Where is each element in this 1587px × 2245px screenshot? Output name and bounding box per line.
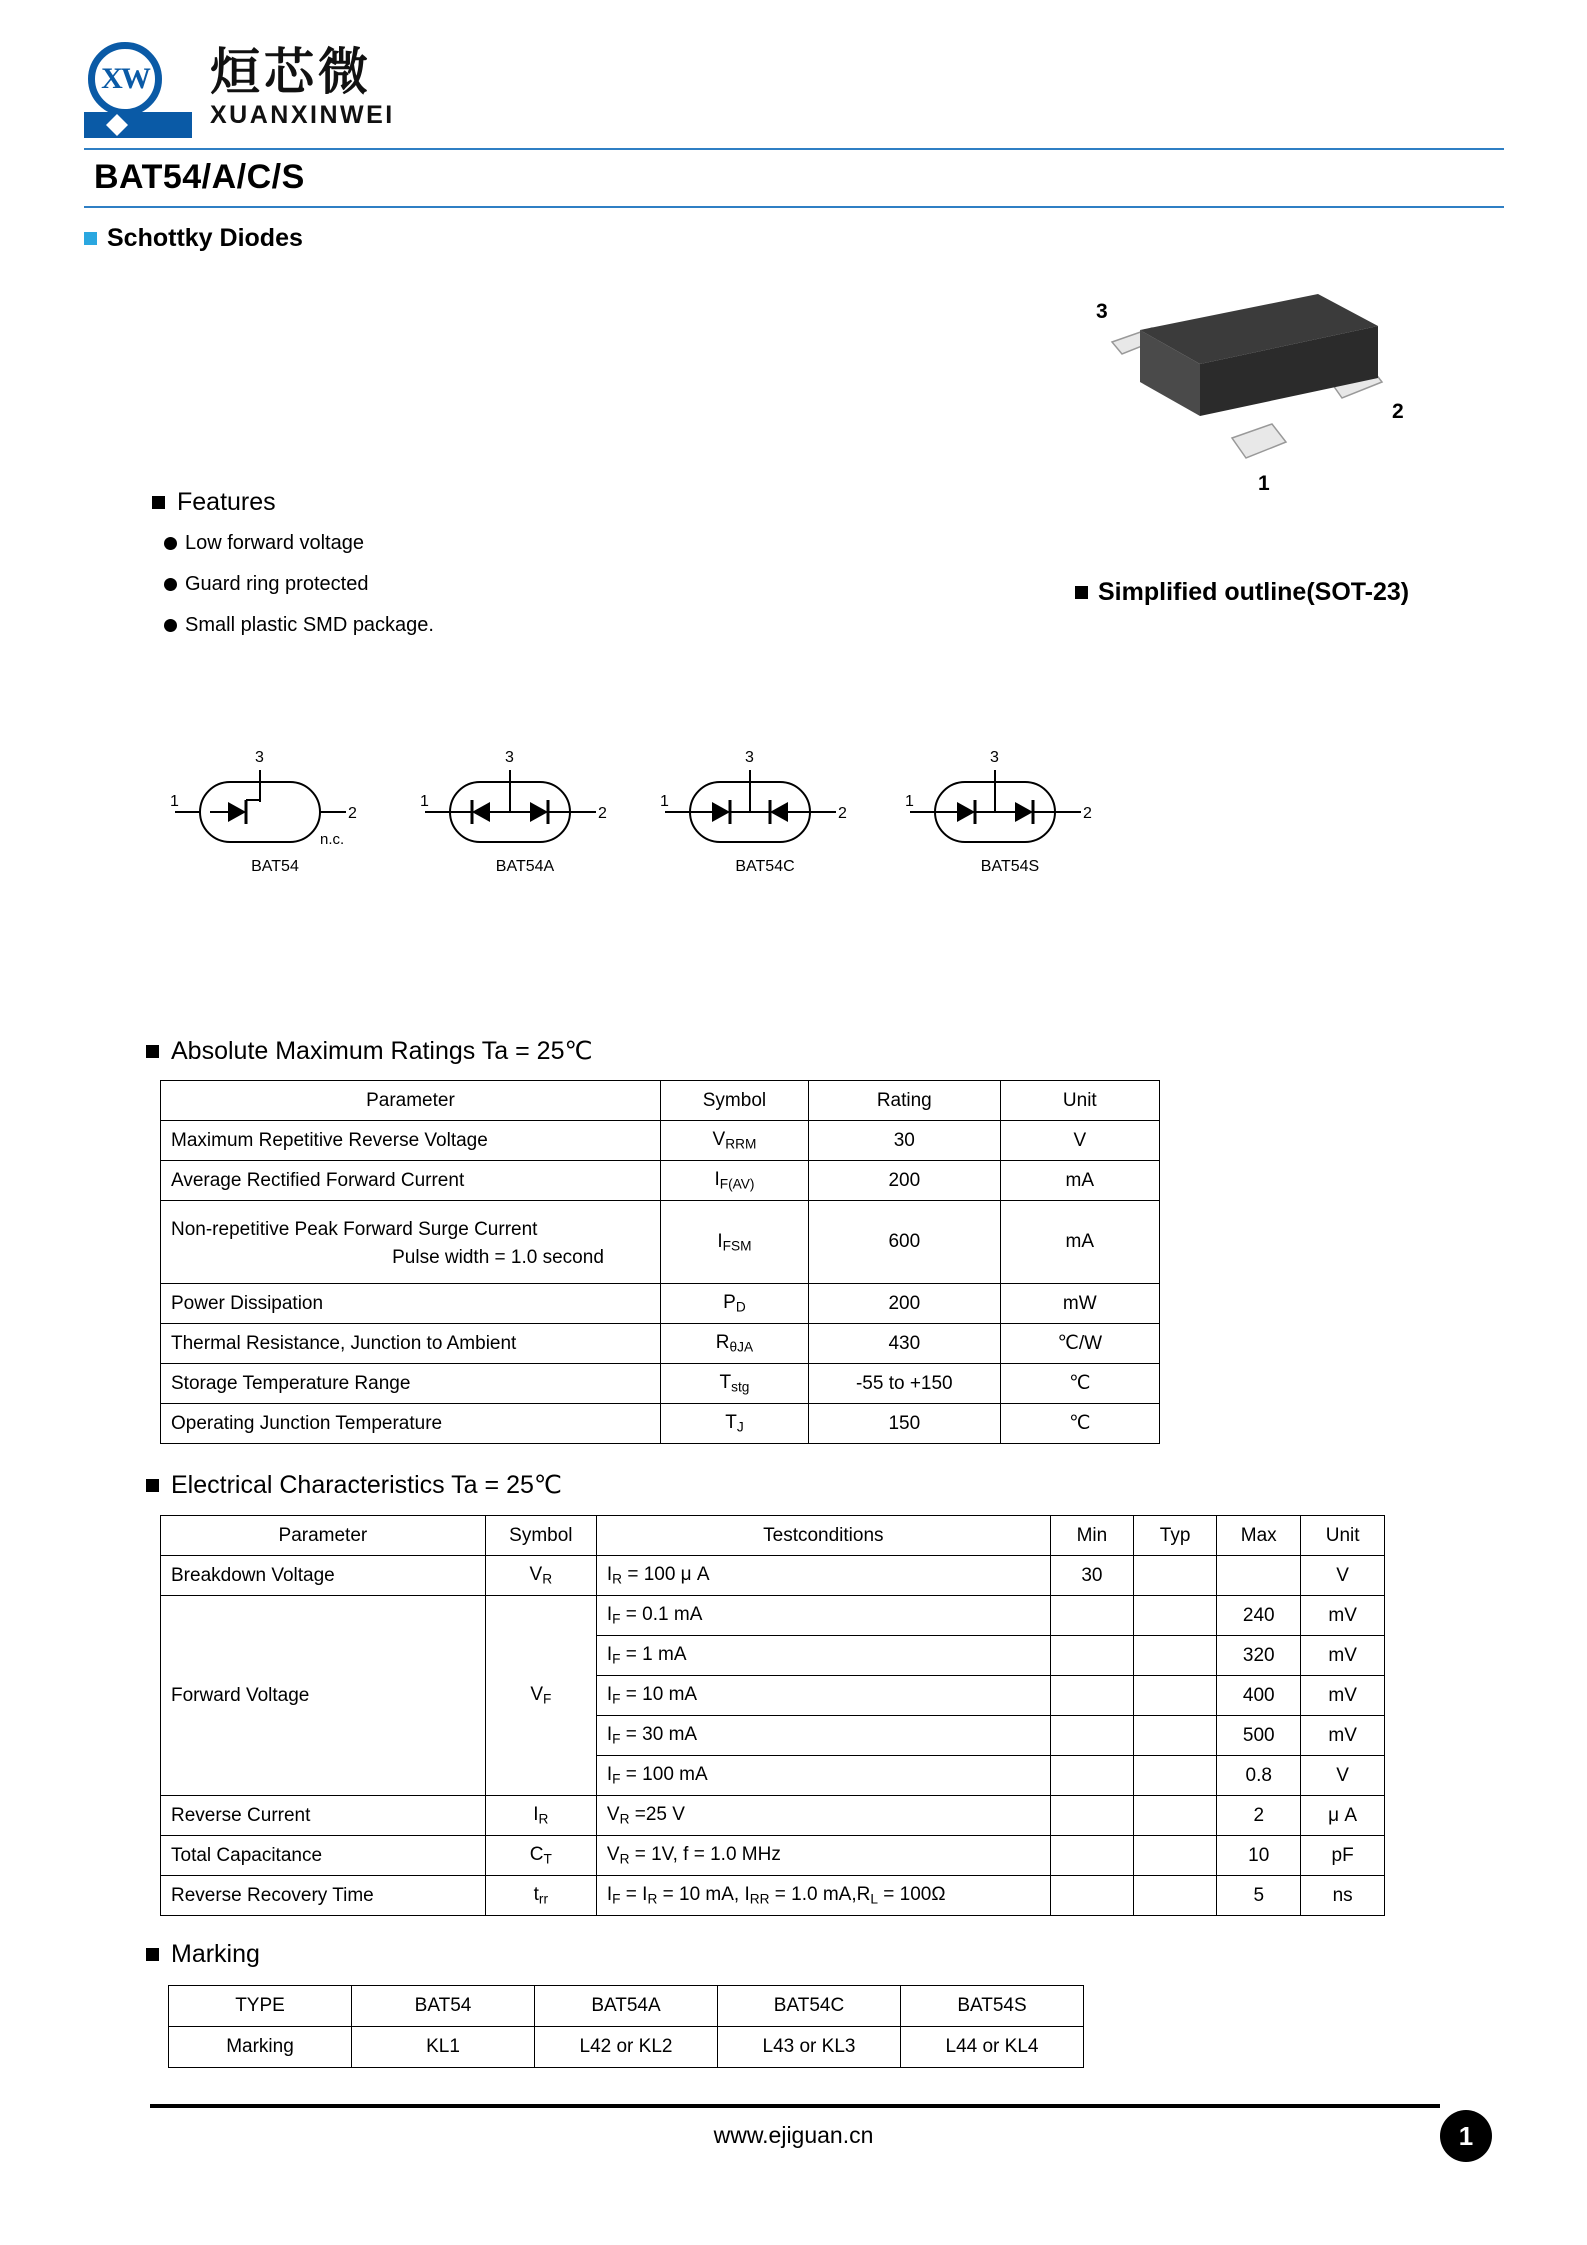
cell-max: 0.8 bbox=[1217, 1756, 1301, 1796]
marking-heading-label: Marking bbox=[171, 1940, 260, 1968]
cell-rating: 200 bbox=[808, 1161, 1000, 1201]
cell-condition: $I_F = 30$ mA bbox=[596, 1716, 1050, 1756]
cell-marking: L42 or KL2 bbox=[535, 2027, 718, 2068]
cell-typ bbox=[1134, 1676, 1217, 1716]
cell-unit: mV bbox=[1301, 1676, 1385, 1716]
svg-text:1: 1 bbox=[660, 793, 669, 810]
symbol-caption: BAT54 bbox=[251, 858, 299, 875]
column-header: Unit bbox=[1000, 1081, 1159, 1121]
package-caption-label: Simplified outline(SOT-23) bbox=[1098, 578, 1410, 606]
cell-min bbox=[1050, 1716, 1133, 1756]
cell-typ bbox=[1134, 1716, 1217, 1756]
cell-unit: ns bbox=[1301, 1876, 1385, 1916]
title-divider bbox=[84, 206, 1504, 208]
feature-label: Guard ring protected bbox=[185, 573, 369, 595]
cell-typ bbox=[1134, 1836, 1217, 1876]
cell-min: 30 bbox=[1050, 1556, 1133, 1596]
package-outline-drawing bbox=[1090, 290, 1420, 550]
cell-parameter: Reverse Recovery Time bbox=[161, 1876, 486, 1916]
cell-marking: KL1 bbox=[352, 2027, 535, 2068]
company-name-cn: 烜芯微 bbox=[210, 43, 372, 102]
symbol-bat54a bbox=[420, 740, 630, 870]
cell-marking: L43 or KL3 bbox=[718, 2027, 901, 2068]
column-header: Symbol bbox=[485, 1516, 596, 1556]
column-header: Rating bbox=[808, 1081, 1000, 1121]
cell-min bbox=[1050, 1636, 1133, 1676]
cell-condition: $I_F = 1$ mA bbox=[596, 1636, 1050, 1676]
package-caption bbox=[1075, 578, 1409, 607]
cell-max: 10 bbox=[1217, 1836, 1301, 1876]
column-header: Min bbox=[1050, 1516, 1133, 1556]
svg-text:2: 2 bbox=[838, 805, 847, 822]
table-row bbox=[161, 1404, 1160, 1444]
row-label: TYPE bbox=[169, 1986, 352, 2027]
svg-text:1: 1 bbox=[420, 793, 429, 810]
cell-parameter bbox=[161, 1201, 661, 1284]
cell-parameter: Power Dissipation bbox=[161, 1284, 661, 1324]
cell-symbol: $C_T$ bbox=[485, 1836, 596, 1876]
features-heading bbox=[152, 488, 276, 517]
cell-type: BAT54A bbox=[535, 1986, 718, 2027]
cell-max: 400 bbox=[1217, 1676, 1301, 1716]
cell-parameter-line1: Non-repetitive Peak Forward Surge Current bbox=[171, 1218, 538, 1240]
page-title: BAT54/A/C/S bbox=[94, 158, 305, 196]
cell-min bbox=[1050, 1836, 1133, 1876]
cell-min bbox=[1050, 1756, 1133, 1796]
cell-symbol: $T_J$ bbox=[660, 1404, 808, 1444]
column-header: Parameter bbox=[161, 1081, 661, 1121]
document-subtitle bbox=[84, 224, 303, 253]
cell-symbol: $I_R$ bbox=[485, 1796, 596, 1836]
cell-unit: V bbox=[1301, 1556, 1385, 1596]
table-row bbox=[161, 1121, 1160, 1161]
cell-unit: ℃/W bbox=[1000, 1324, 1159, 1364]
footer-divider bbox=[150, 2104, 1440, 2108]
page-number-badge: 1 bbox=[1440, 2110, 1492, 2162]
cell-max: 5 bbox=[1217, 1876, 1301, 1916]
svg-text:2: 2 bbox=[598, 805, 607, 822]
symbol-bat54 bbox=[170, 740, 380, 870]
svg-text:3: 3 bbox=[745, 749, 754, 766]
cell-unit: mV bbox=[1301, 1596, 1385, 1636]
cell-rating: 150 bbox=[808, 1404, 1000, 1444]
subtitle-label: Schottky Diodes bbox=[107, 224, 303, 252]
symbol-caption: BAT54C bbox=[735, 858, 795, 875]
cell-min bbox=[1050, 1796, 1133, 1836]
square-bullet-icon bbox=[1075, 586, 1088, 599]
abs-max-heading bbox=[146, 1036, 593, 1066]
svg-text:3: 3 bbox=[990, 749, 999, 766]
square-bullet-icon bbox=[146, 1479, 159, 1492]
logo-mark-icon bbox=[84, 40, 202, 136]
feature-label: Low forward voltage bbox=[185, 532, 364, 554]
cell-max: 240 bbox=[1217, 1596, 1301, 1636]
logo-initials: XW bbox=[101, 62, 149, 95]
column-header: Unit bbox=[1301, 1516, 1385, 1556]
cell-unit: ℃ bbox=[1000, 1404, 1159, 1444]
square-bullet-icon bbox=[146, 1948, 159, 1961]
cell-unit: mA bbox=[1000, 1161, 1159, 1201]
cell-typ bbox=[1134, 1556, 1217, 1596]
cell-condition: $I_F = 0.1$ mA bbox=[596, 1596, 1050, 1636]
cell-unit: mA bbox=[1000, 1201, 1159, 1284]
table-row bbox=[161, 1556, 1385, 1596]
dot-bullet-icon bbox=[164, 619, 177, 632]
cell-parameter: Breakdown Voltage bbox=[161, 1556, 486, 1596]
cell-symbol: $V_R$ bbox=[485, 1556, 596, 1596]
table-row bbox=[169, 1986, 1084, 2027]
elec-heading-label: Electrical Characteristics Ta = 25℃ bbox=[171, 1471, 562, 1499]
svg-text:n.c.: n.c. bbox=[320, 831, 345, 848]
cell-condition: $I_F = 10$ mA bbox=[596, 1676, 1050, 1716]
electrical-characteristics-table bbox=[160, 1515, 1385, 1916]
dot-bullet-icon bbox=[164, 578, 177, 591]
svg-text:1: 1 bbox=[1258, 472, 1270, 495]
svg-text:1: 1 bbox=[170, 793, 179, 810]
cell-min bbox=[1050, 1876, 1133, 1916]
cell-unit: mW bbox=[1000, 1284, 1159, 1324]
feature-label: Small plastic SMD package. bbox=[185, 614, 434, 636]
cell-max: 320 bbox=[1217, 1636, 1301, 1676]
company-name-en: XUANXINWEI bbox=[210, 100, 395, 129]
table-row bbox=[161, 1324, 1160, 1364]
feature-item bbox=[164, 532, 364, 555]
cell-unit: V bbox=[1301, 1756, 1385, 1796]
cell-parameter-line2: Pulse width = 1.0 second bbox=[392, 1247, 604, 1268]
cell-rating: 200 bbox=[808, 1284, 1000, 1324]
square-bullet-icon bbox=[84, 232, 97, 245]
svg-text:3: 3 bbox=[255, 749, 264, 766]
column-header: Symbol bbox=[660, 1081, 808, 1121]
cell-parameter: Reverse Current bbox=[161, 1796, 486, 1836]
cell-rating: 30 bbox=[808, 1121, 1000, 1161]
table-header-row bbox=[161, 1081, 1160, 1121]
table-row bbox=[161, 1836, 1385, 1876]
dot-bullet-icon bbox=[164, 537, 177, 550]
cell-symbol: $T_{stg}$ bbox=[660, 1364, 808, 1404]
column-header: Parameter bbox=[161, 1516, 486, 1556]
svg-text:2: 2 bbox=[1083, 805, 1092, 822]
square-bullet-icon bbox=[152, 496, 165, 509]
cell-typ bbox=[1134, 1596, 1217, 1636]
cell-unit: mV bbox=[1301, 1636, 1385, 1676]
electrical-characteristics-heading bbox=[146, 1470, 562, 1500]
cell-unit: mV bbox=[1301, 1716, 1385, 1756]
absolute-maximum-ratings-table bbox=[160, 1080, 1160, 1444]
features-heading-label: Features bbox=[177, 488, 276, 516]
symbol-caption: BAT54A bbox=[495, 858, 555, 875]
svg-text:2: 2 bbox=[348, 805, 357, 822]
cell-condition: $V_R = 1V$, f = 1.0 MHz bbox=[596, 1836, 1050, 1876]
marking-table bbox=[168, 1985, 1084, 2068]
cell-parameter: Average Rectified Forward Current bbox=[161, 1161, 661, 1201]
cell-min bbox=[1050, 1596, 1133, 1636]
cell-typ bbox=[1134, 1876, 1217, 1916]
cell-unit: ℃ bbox=[1000, 1364, 1159, 1404]
cell-condition: $I_F = 100$ mA bbox=[596, 1756, 1050, 1796]
cell-symbol: $V_F$ bbox=[485, 1596, 596, 1796]
svg-text:3: 3 bbox=[1096, 300, 1108, 323]
symbol-bat54s bbox=[905, 740, 1115, 870]
column-header: Testconditions bbox=[596, 1516, 1050, 1556]
svg-text:1: 1 bbox=[905, 793, 914, 810]
square-bullet-icon bbox=[146, 1045, 159, 1058]
table-row bbox=[169, 2027, 1084, 2068]
cell-parameter: Storage Temperature Range bbox=[161, 1364, 661, 1404]
cell-condition: $I_F = I_R = 10$ mA, $I_{RR} = 1.0$ $mA,R_L = 100\Omega$ bbox=[596, 1876, 1050, 1916]
cell-type: BAT54 bbox=[352, 1986, 535, 2027]
table-row bbox=[161, 1796, 1385, 1836]
cell-min bbox=[1050, 1676, 1133, 1716]
header-divider bbox=[84, 148, 1504, 150]
cell-unit: pF bbox=[1301, 1836, 1385, 1876]
company-logo bbox=[84, 40, 395, 136]
cell-typ bbox=[1134, 1636, 1217, 1676]
cell-rating: -55 to +150 bbox=[808, 1364, 1000, 1404]
abs-max-heading-label: Absolute Maximum Ratings Ta = 25℃ bbox=[171, 1037, 593, 1065]
cell-condition: $V_R =25$ V bbox=[596, 1796, 1050, 1836]
cell-parameter: Thermal Resistance, Junction to Ambient bbox=[161, 1324, 661, 1364]
symbol-caption: BAT54S bbox=[980, 858, 1040, 875]
cell-parameter: Total Capacitance bbox=[161, 1836, 486, 1876]
cell-max bbox=[1217, 1556, 1301, 1596]
table-row bbox=[161, 1364, 1160, 1404]
feature-item bbox=[164, 614, 434, 637]
cell-type: BAT54S bbox=[901, 1986, 1084, 2027]
cell-unit: μ A bbox=[1301, 1796, 1385, 1836]
cell-parameter: Maximum Repetitive Reverse Voltage bbox=[161, 1121, 661, 1161]
cell-rating: 600 bbox=[808, 1201, 1000, 1284]
cell-condition: $I_R = 100$ μ A bbox=[596, 1556, 1050, 1596]
table-row bbox=[161, 1201, 1160, 1284]
column-header: Typ bbox=[1134, 1516, 1217, 1556]
table-row bbox=[161, 1596, 1385, 1636]
cell-type: BAT54C bbox=[718, 1986, 901, 2027]
cell-parameter: Forward Voltage bbox=[161, 1596, 486, 1796]
feature-item bbox=[164, 573, 368, 596]
cell-max: 500 bbox=[1217, 1716, 1301, 1756]
cell-rating: 430 bbox=[808, 1324, 1000, 1364]
marking-heading bbox=[146, 1940, 260, 1969]
cell-unit: V bbox=[1000, 1121, 1159, 1161]
cell-symbol: $P_D$ bbox=[660, 1284, 808, 1324]
cell-typ bbox=[1134, 1756, 1217, 1796]
svg-text:2: 2 bbox=[1392, 400, 1404, 423]
footer-url[interactable]: www.ejiguan.cn bbox=[713, 2122, 874, 2148]
cell-symbol: $t_{rr}$ bbox=[485, 1876, 596, 1916]
row-label: Marking bbox=[169, 2027, 352, 2068]
table-row bbox=[161, 1284, 1160, 1324]
svg-text:3: 3 bbox=[505, 749, 514, 766]
cell-typ bbox=[1134, 1796, 1217, 1836]
table-header-row bbox=[161, 1516, 1385, 1556]
table-row bbox=[161, 1161, 1160, 1201]
cell-parameter: Operating Junction Temperature bbox=[161, 1404, 661, 1444]
cell-symbol: $I_{FSM}$ bbox=[660, 1201, 808, 1284]
cell-symbol: $V_{RRM}$ bbox=[660, 1121, 808, 1161]
cell-symbol: $R_{\theta JA}$ bbox=[660, 1324, 808, 1364]
cell-marking: L44 or KL4 bbox=[901, 2027, 1084, 2068]
table-row bbox=[161, 1876, 1385, 1916]
symbol-bat54c bbox=[660, 740, 870, 870]
cell-symbol: $I_{F(AV)}$ bbox=[660, 1161, 808, 1201]
column-header: Max bbox=[1217, 1516, 1301, 1556]
cell-max: 2 bbox=[1217, 1796, 1301, 1836]
